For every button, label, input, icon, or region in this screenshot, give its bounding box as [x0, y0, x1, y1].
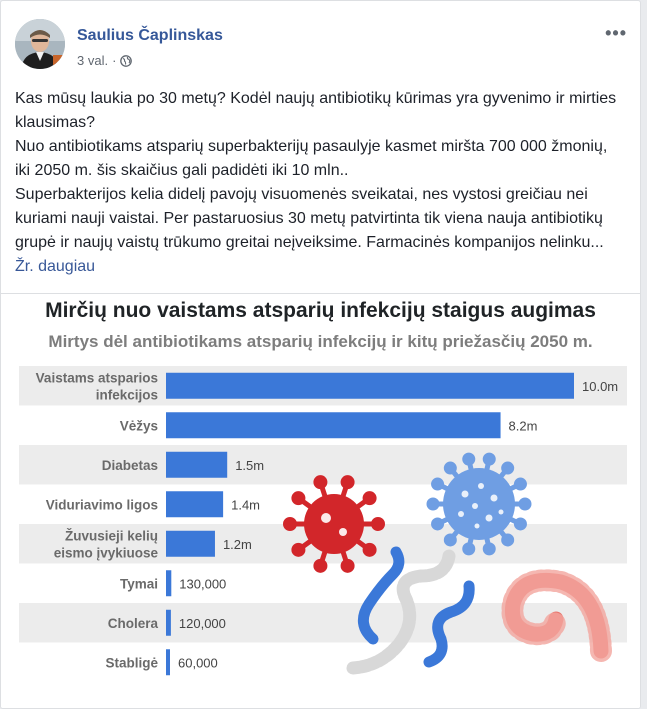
bar [166, 373, 574, 399]
globe-icon[interactable] [120, 55, 132, 67]
chart-title: Mirčių nuo vaistams atsparių infekcijų staigus augimas [45, 299, 596, 322]
post-meta [77, 53, 132, 68]
value-label: 130,000 [179, 576, 227, 592]
meta-separator: · [112, 53, 117, 68]
bar-chart [1, 294, 640, 709]
category-label: infekcijos [95, 387, 158, 403]
value-label: 8.2m [508, 418, 538, 434]
see-more-link[interactable]: Žr. daugiau [15, 258, 96, 275]
chart-subtitle: Mirtys dėl antibiotikams atsparių infekcijų ir kitų priežasčių 2050 m. [48, 332, 593, 351]
post-paragraph: Kas mūsų laukia po 30 metų? Kodėl naujų antibiotikų kūrimas yra gyvenimo ir mirties klausimas? [15, 90, 617, 131]
avatar-photo [15, 19, 65, 69]
category-label: Vėžys [119, 418, 158, 434]
value-label: 60,000 [178, 655, 218, 671]
value-label: 120,000 [178, 615, 226, 631]
category-label: Diabetas [101, 457, 158, 473]
infographic-image[interactable] [1, 293, 640, 709]
value-label: 1.4m [231, 497, 261, 513]
post-time[interactable]: 3 val. [77, 53, 109, 68]
bar [166, 610, 171, 636]
category-label: Žuvusieji kelių [64, 528, 158, 544]
post-text [15, 87, 625, 279]
category-label: Stabligė [105, 655, 158, 671]
category-label: Tymai [119, 576, 158, 592]
bar [166, 412, 501, 438]
bar [166, 570, 171, 596]
value-label: 1.2m [222, 536, 252, 552]
post-paragraph-text: Superbakterijos kelia didelį pavojų visuomenės sveikatai, nes vystosi greičiau nei kuriami nauji vaistai. Per pastaruosius 30 metų patvirtinta tik viena nauja antibiotikų grupė ir naujų vaistų trūkumo greitai neįveiksime. Farmacinės kompanijos nelinku... [15, 186, 604, 251]
author-name[interactable]: Saulius Čaplinskas [77, 27, 223, 44]
avatar[interactable] [15, 19, 65, 69]
category-label: Vaistams atsparios [35, 370, 158, 386]
post-paragraph: Nuo antibiotikams atsparių superbakterijų pasaulyje kasmet miršta 700 000 žmonių, iki 2050 m. šis skaičius gali padidėti iki 10 mln.. [15, 138, 608, 179]
post-paragraph [15, 183, 625, 279]
category-label: Cholera [107, 615, 158, 631]
value-label: 10.0m [582, 378, 619, 394]
category-label: Viduriavimo ligos [45, 497, 158, 513]
category-label: eismo įvykiuose [53, 545, 158, 561]
bar [166, 452, 227, 478]
post-options-button[interactable]: ••• [605, 23, 627, 43]
value-label: 1.5m [235, 457, 265, 473]
bar [166, 531, 215, 557]
post-header [15, 19, 635, 79]
bar [166, 649, 170, 675]
bar [166, 491, 223, 517]
